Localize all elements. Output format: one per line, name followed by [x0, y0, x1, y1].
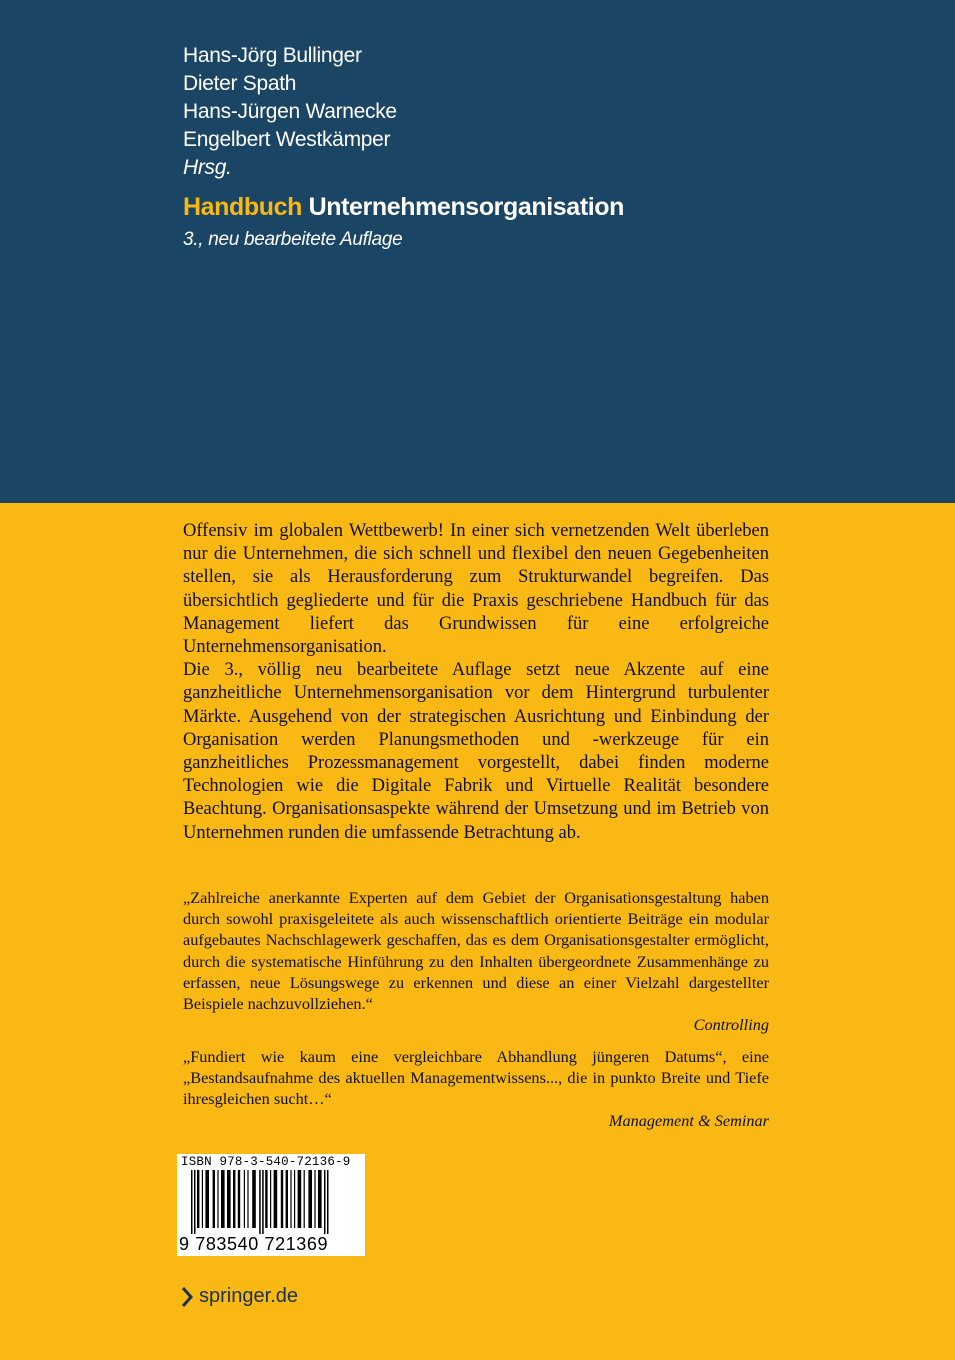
edition-note: 3., neu bearbeitete Auflage	[183, 229, 403, 250]
review-quote-text: „Fundiert wie kaum eine vergleichbare Abhandlung jüngeren Datums“, eine „Bestandsaufnahme des aktuellen Managementwissens..., die in punkto Breite und Tiefe ihresgleichen sucht…“	[183, 1047, 769, 1109]
barcode-bar	[281, 1170, 283, 1228]
chevron-right-icon	[182, 1287, 193, 1307]
book-title-highlight: Handbuch	[183, 193, 303, 221]
barcode-bar	[244, 1170, 245, 1228]
barcode-bar	[213, 1170, 215, 1228]
barcode-bar	[247, 1170, 248, 1228]
editor-role: Hrsg.	[183, 156, 232, 179]
barcode-bar	[205, 1170, 209, 1228]
barcode-bar	[265, 1170, 267, 1228]
barcode-bar	[221, 1170, 225, 1228]
barcode-bar	[286, 1170, 288, 1228]
barcode-bar	[318, 1170, 322, 1228]
description-paragraph: Offensiv im globalen Wettbewerb! In einer sich vernetzenden Welt überleben nur die Unternehmen, die sich schnell und flexibel den neuen Gegebenheiten stellen, sie als Herausforderung zum Strukturwandel begreifen. Das übersichtlich gegliederte und für die Praxis geschriebene Handbuch für das Management liefert das Grundwissen für eine erfolgreiche Unternehmensorganisation.	[183, 521, 769, 658]
barcode-bars	[183, 1170, 359, 1234]
barcode-bar	[274, 1170, 278, 1228]
review-quote-source: Management & Seminar	[608, 1110, 769, 1130]
barcode-bar	[238, 1170, 240, 1228]
barcode-bar	[259, 1170, 261, 1234]
editor-name: Hans-Jörg Bullinger	[183, 44, 362, 67]
barcode-bar	[252, 1170, 256, 1228]
barcode-bar	[217, 1170, 218, 1228]
editor-name: Engelbert Westkämper	[183, 128, 391, 151]
isbn-label: ISBN 978-3-540-72136-9	[181, 1155, 351, 1169]
ean-digits: 9 783540 721369	[179, 1234, 329, 1254]
barcode-bar	[324, 1170, 326, 1234]
barcode-bar	[308, 1170, 312, 1228]
barcode-bar	[327, 1170, 329, 1234]
description-paragraph: Die 3., völlig neu bearbeitete Auflage setzt neue Akzente auf eine ganzheitliche Unternehmensorganisation vor dem Hintergrund turbulenter Märkte. Ausgehend von der strategischen Ausrichtung und Einbindung der Organisation werden Planungsmethoden und -werkzeuge für ein ganzheitliches Prozessmanagement vorgestellt, dabei finden moderne Technologien wie die Digitale Fabrik und Virtuelle Realität besondere Beachtung. Organisationsaspekte während der Umsetzung und im Betrieb von Unternehmen runden die umfassende Betrachtung ab.	[183, 660, 769, 843]
barcode-bar	[194, 1170, 196, 1234]
publisher-link[interactable]	[182, 1285, 298, 1308]
barcode-bar	[294, 1170, 295, 1228]
barcode-bar	[197, 1170, 199, 1228]
book-title	[183, 193, 624, 222]
barcode-bar	[314, 1170, 315, 1228]
review-quote-source: Controlling	[693, 1015, 769, 1035]
editor-name: Dieter Spath	[183, 72, 297, 95]
publisher-link-label: springer.de	[199, 1285, 298, 1307]
barcode-bar	[233, 1170, 235, 1228]
barcode-bar	[290, 1170, 291, 1228]
book-description	[183, 520, 769, 845]
editor-list	[183, 42, 397, 182]
barcode-bar	[270, 1170, 271, 1228]
review-quote-text: „Zahlreiche anerkannte Experten auf dem Gebiet der Organisationsgestaltung haben durch sowohl praxisgeleitete als auch wissenschaftlich orientierte Beiträge ein modular aufgebautes Nachschlagewerk geschaffen, das es dem Organisationsgestalter ermöglicht, durch die systematische Hinführung zu den Inhalten übergeordnete Zusammenhänge zu erfassen, neue Lösungswege zu erkennen und diese an einer Vielzahl dargestellter Beispiele nachzuvollziehen.“	[183, 888, 769, 1014]
cover-top-panel	[0, 0, 955, 503]
barcode-bar	[262, 1170, 264, 1234]
barcode-bar	[304, 1170, 305, 1228]
barcode-bar	[191, 1170, 193, 1234]
barcode-bar	[298, 1170, 302, 1228]
editor-name: Hans-Jürgen Warnecke	[183, 100, 397, 123]
book-title-rest: Unternehmensorganisation	[308, 193, 625, 221]
barcode-bar	[202, 1170, 203, 1228]
review-quote	[183, 1046, 769, 1131]
isbn-barcode	[177, 1154, 365, 1256]
review-quote	[183, 887, 769, 1035]
barcode-bar	[227, 1170, 231, 1228]
